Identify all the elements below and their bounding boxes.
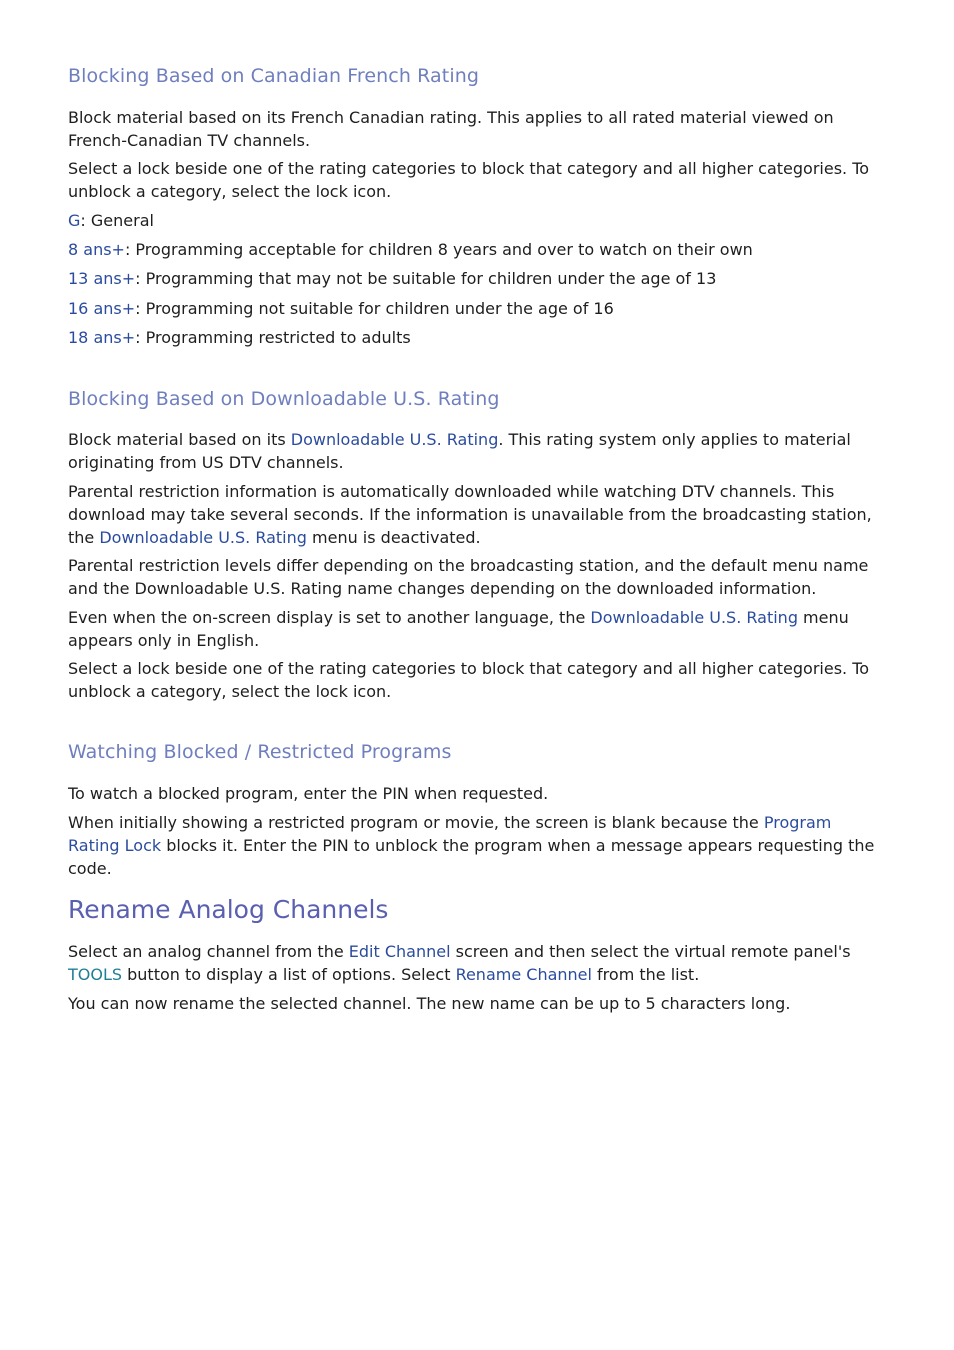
page-title: Rename Analog Channels: [68, 895, 389, 924]
rating-desc: : General: [80, 211, 154, 230]
paragraph: [68, 480, 883, 549]
tools-button-label[interactable]: TOOLS: [68, 965, 123, 984]
section-heading-watching-blocked: Watching Blocked / Restricted Programs: [68, 741, 452, 763]
paragraph: [68, 428, 883, 474]
rating-item: [68, 238, 883, 261]
program-rating-lock-link[interactable]: Program Rating Lock: [68, 813, 832, 855]
downloadable-us-rating-link[interactable]: Downloadable U.S. Rating: [99, 528, 307, 547]
rating-term: 13 ans+: [68, 269, 136, 288]
paragraph: To watch a blocked program, enter the PIN when requested.: [68, 784, 549, 803]
rating-item: [68, 297, 883, 320]
rating-item: [68, 267, 883, 290]
text-run: menu appears only in English.: [68, 608, 849, 650]
paragraph: [68, 940, 883, 986]
text-run: Even when the on-screen display is set to another language, the: [68, 608, 591, 627]
rating-term: 8 ans+: [68, 240, 125, 259]
rating-item: [68, 326, 883, 349]
text-run: button to display a list of options. Select: [122, 965, 456, 984]
section-heading-canadian-french: Blocking Based on Canadian French Rating: [68, 65, 479, 87]
rating-desc: : Programming that may not be suitable for children under the age of 13: [135, 269, 717, 288]
rating-item: [68, 209, 883, 232]
text-run: When initially showing a restricted program or movie, the screen is blank because the: [68, 813, 764, 832]
text-run: Select an analog channel from the: [68, 942, 349, 961]
text-run: menu is deactivated.: [306, 528, 481, 547]
rating-desc: : Programming not suitable for children under the age of 16: [135, 299, 614, 318]
paragraph: You can now rename the selected channel. The new name can be up to 5 characters long.: [68, 994, 791, 1013]
text-run: Parental restriction information is automatically downloaded while watching DTV channels. This download may take several seconds. If the information is unavailable from the broadcasting station, the: [68, 482, 872, 547]
paragraph: Select a lock beside one of the rating categories to block that category and all higher categories. To unblock a category, select the lock icon.: [68, 159, 870, 201]
text-run: from the list.: [591, 965, 700, 984]
paragraph: Block material based on its French Canadian rating. This applies to all rated material viewed on French-Canadian TV channels.: [68, 108, 834, 150]
downloadable-us-rating-link[interactable]: Downloadable U.S. Rating: [290, 430, 499, 449]
rating-desc: : Programming restricted to adults: [135, 328, 411, 347]
rating-term: 16 ans+: [68, 299, 136, 318]
rating-desc: : Programming acceptable for children 8 years and over to watch on their own: [124, 240, 753, 259]
paragraph: Parental restriction levels differ depending on the broadcasting station, and the default menu name and the Downloadable U.S. Rating name changes depending on the downloaded information.: [68, 556, 869, 598]
paragraph: [68, 811, 883, 880]
text-run: Block material based on its: [68, 430, 291, 449]
text-run: screen and then select the virtual remote panel's: [450, 942, 851, 961]
edit-channel-link[interactable]: Edit Channel: [348, 942, 451, 961]
rename-channel-link[interactable]: Rename Channel: [455, 965, 592, 984]
paragraph: Select a lock beside one of the rating categories to block that category and all higher categories. To unblock a category, select the lock icon.: [68, 659, 870, 701]
text-run: . This rating system only applies to material originating from US DTV channels.: [68, 430, 851, 472]
downloadable-us-rating-link[interactable]: Downloadable U.S. Rating: [590, 608, 798, 627]
rating-term: 18 ans+: [68, 328, 136, 347]
text-run: blocks it. Enter the PIN to unblock the program when a message appears requesting the code.: [68, 836, 875, 878]
paragraph: [68, 606, 883, 652]
section-heading-downloadable-us: Blocking Based on Downloadable U.S. Rating: [68, 388, 500, 410]
rating-term: G: [68, 211, 81, 230]
